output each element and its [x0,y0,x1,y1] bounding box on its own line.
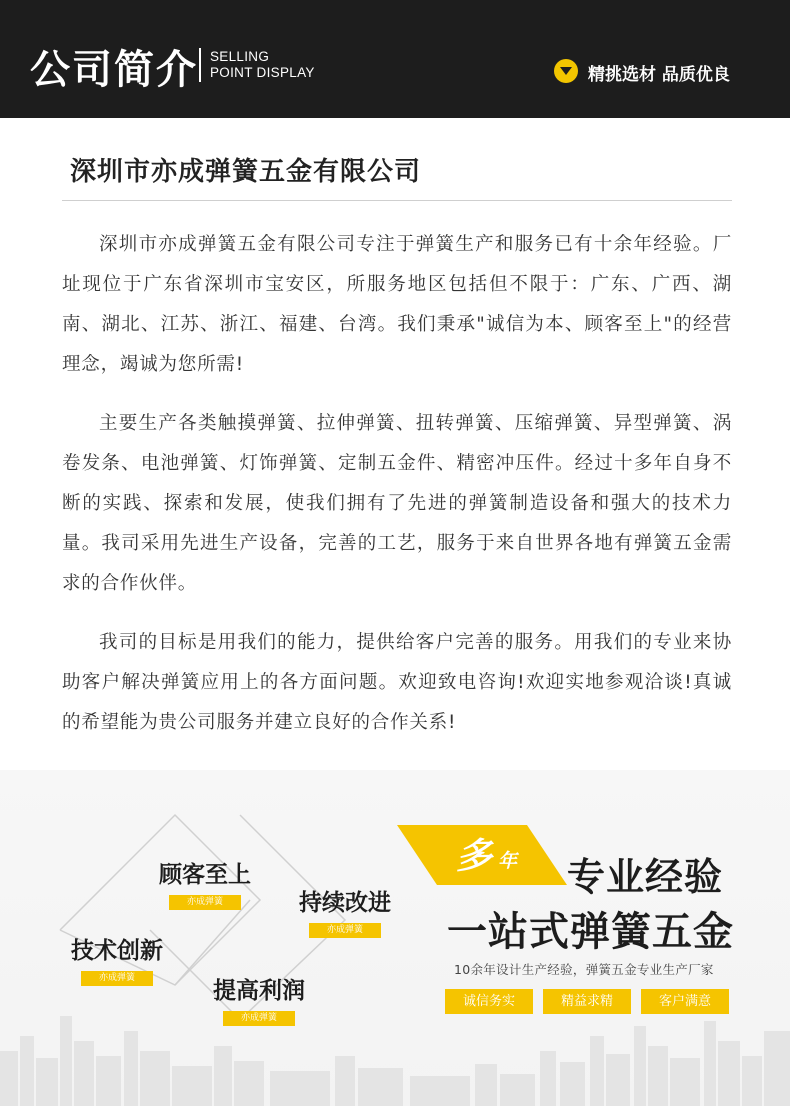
header-bar [0,0,790,118]
value-increase-profit [204,972,314,1026]
value-continuous-improvement [290,884,400,938]
value-customer-first [150,856,260,910]
header-subtitle-line1: SELLING [210,49,270,64]
banner-description: 10余年设计生产经验，弹簧五金专业生产厂家 [454,962,714,977]
company-name: 深圳市亦成弹簧五金有限公司 [70,157,422,187]
title-divider [62,200,732,201]
header-divider [199,48,201,82]
banner-year: 年 [498,850,518,872]
value-chip: 亦成弹簧 [169,895,241,910]
section-title: 公司简介 [30,47,198,93]
value-chip: 亦成弹簧 [309,923,381,938]
value-title: 技术创新 [71,938,163,964]
chevron-down-icon [554,59,578,83]
banner-duo: 多 [456,836,493,877]
badge-satisfaction: 客户满意 [641,989,729,1014]
badge-excellence: 精益求精 [543,989,631,1014]
header-tagline: 精挑选材 品质优良 [588,65,730,85]
value-chip: 亦成弹簧 [81,971,153,986]
header-subtitle [210,49,315,81]
banner-headline-1: 专业经验 [567,855,724,899]
value-title: 提高利润 [213,978,305,1004]
intro-paragraph-3: 我司的目标是用我们的能力，提供给客户完善的服务。用我们的专业来协助客户解决弹簧应用上的各方面问题。欢迎致电咨询!欢迎实地参观洽谈!真诚的希望能为贵公司服务并建立良好的合作关系! [62,632,732,733]
intro-paragraph-1: 深圳市亦成弹簧五金有限公司专注于弹簧生产和服务已有十余年经验。厂址现位于广东省深圳市宝安区，所服务地区包括但不限于：广东、广西、湖南、湖北、江苏、浙江、福建、台湾。我们秉承"诚信为本、顾客至上"的经营理念，竭诚为您所需! [62,234,732,375]
value-tech-innovation [62,932,172,986]
banner-headline-2: 一站式弹簧五金 [447,909,734,955]
badge-integrity: 诚信务实 [445,989,533,1014]
intro-paragraph-2: 主要生产各类触摸弹簧、拉伸弹簧、扭转弹簧、压缩弹簧、异型弹簧、涡卷发条、电池弹簧、灯饰弹簧、定制五金件、精密冲压件。经过十多年自身不断的实践、探索和发展，使我们拥有了先进的弹簧制造设备和强大的技术力量。我司采用先进生产设备，完善的工艺，服务于来自世界各地有弹簧五金需求的合作伙伴。 [62,413,732,594]
value-chip: 亦成弹簧 [223,1011,295,1026]
header-subtitle-line2: POINT DISPLAY [210,65,315,80]
value-title: 顾客至上 [159,862,251,888]
value-title: 持续改进 [299,890,391,916]
